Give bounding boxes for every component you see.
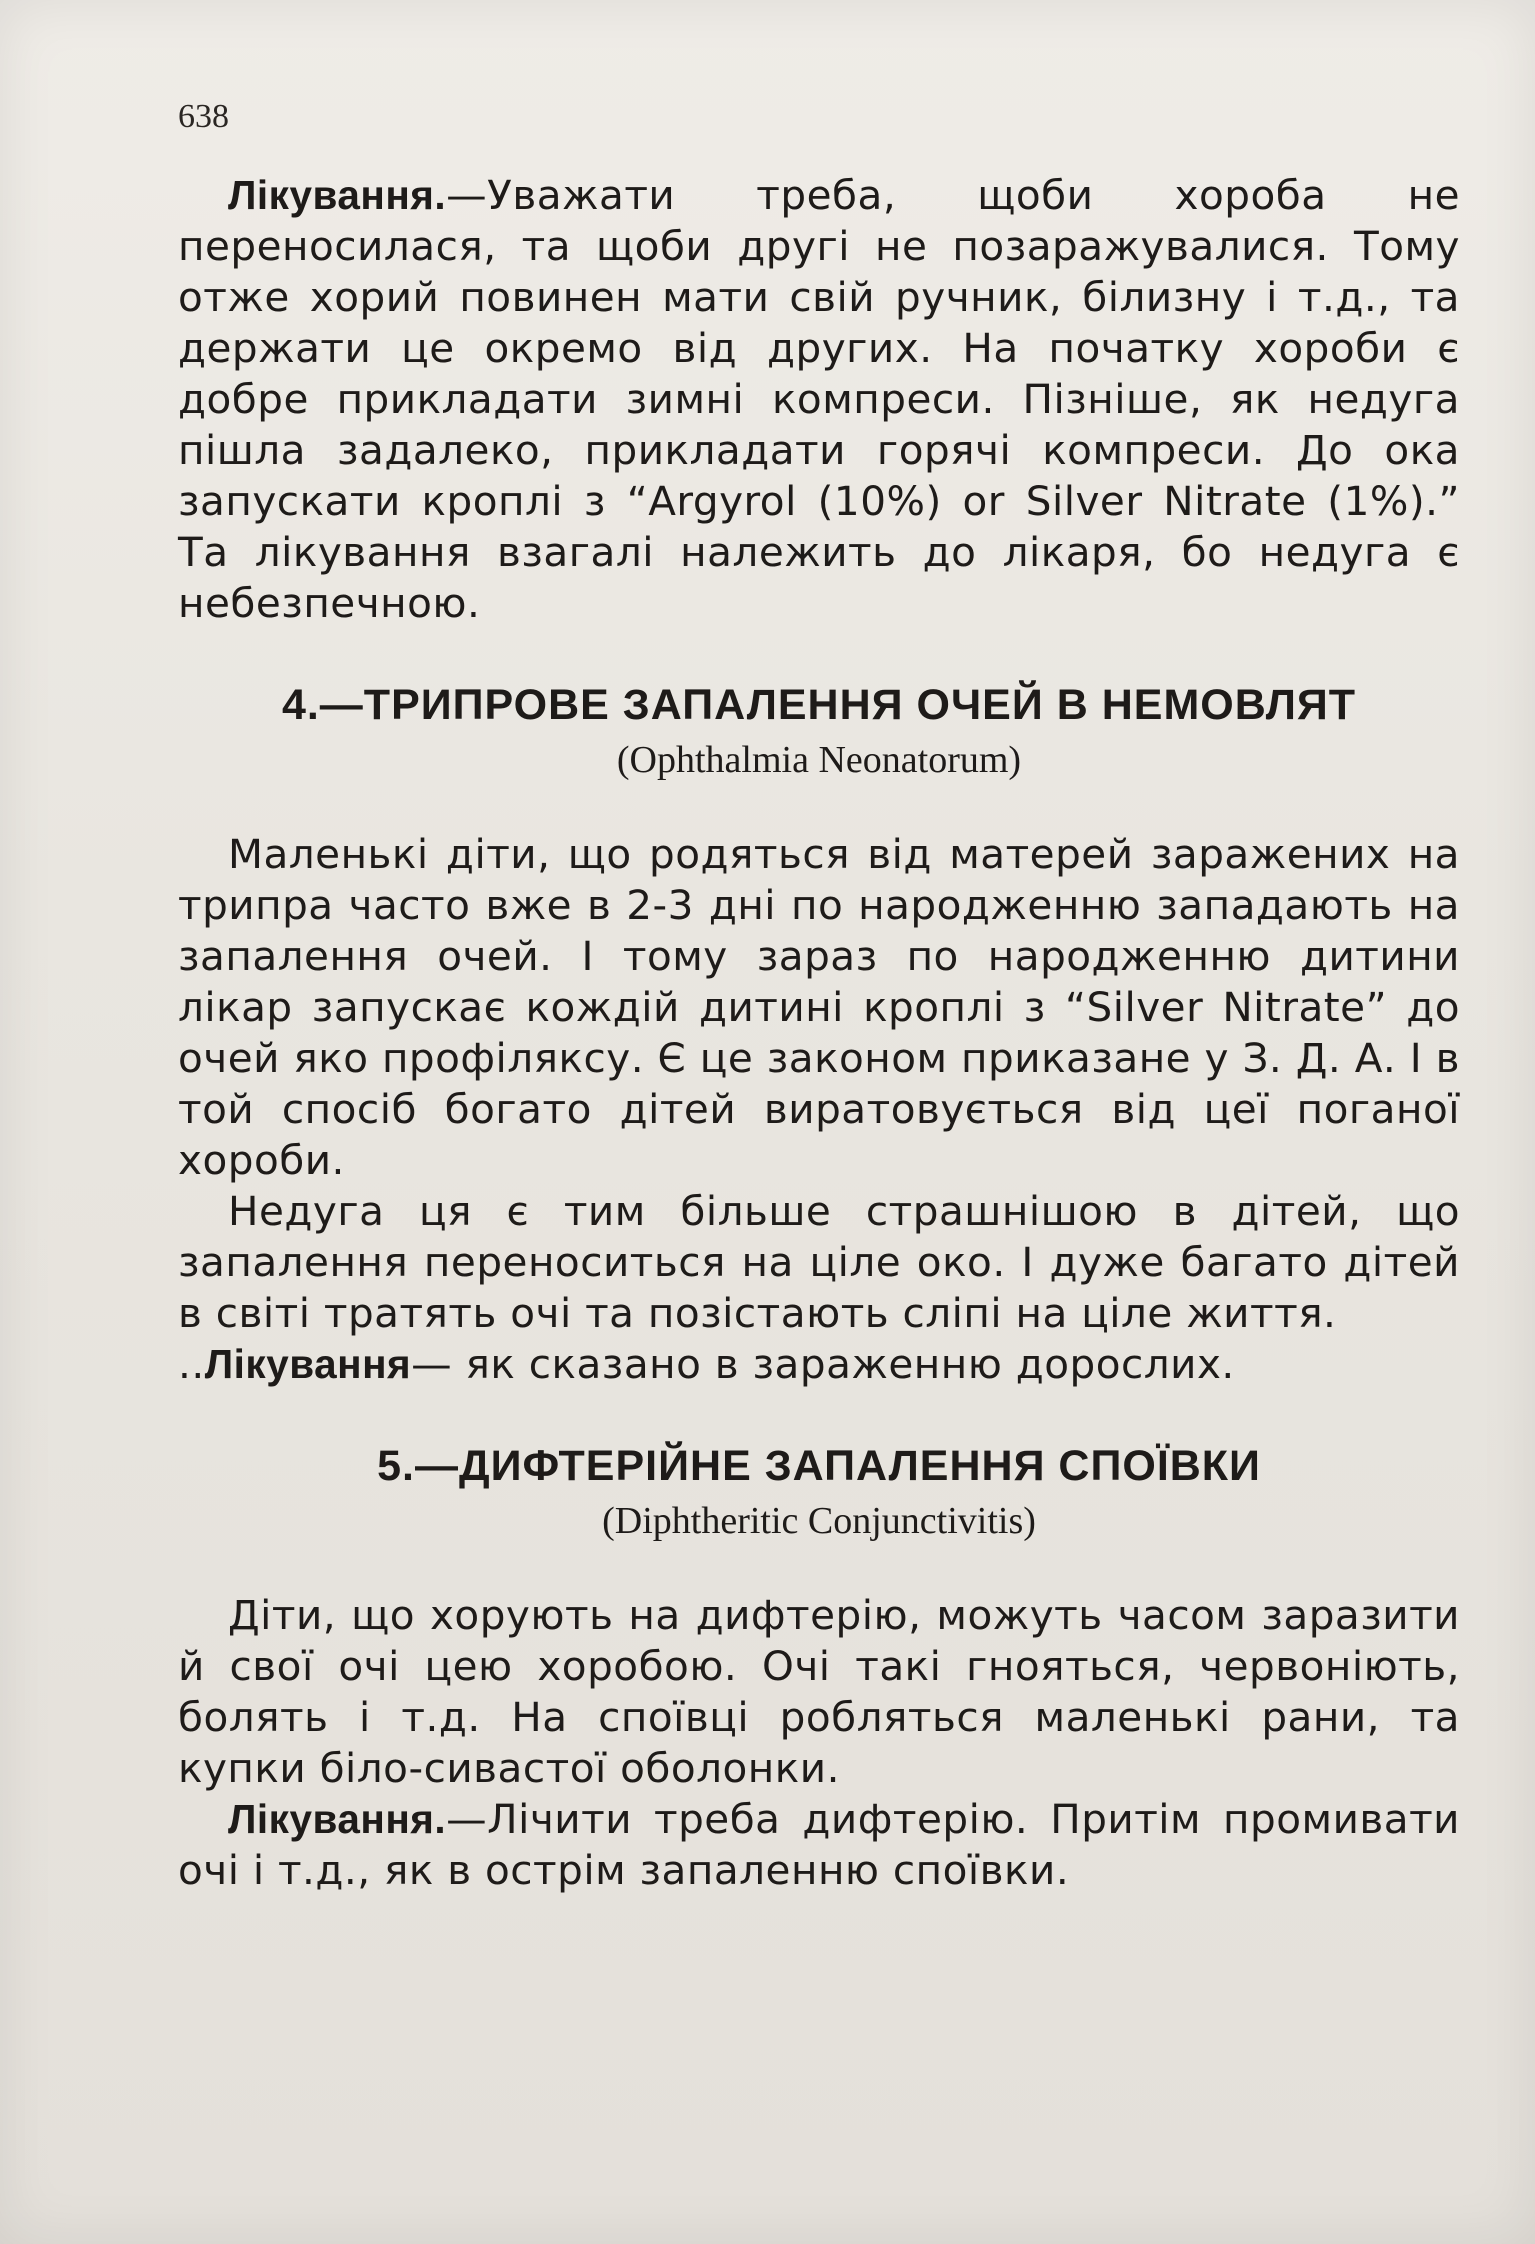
section-5-subtitle: (Diphtheritic Conjunctivitis) xyxy=(602,1500,1036,1542)
section-5-treatment xyxy=(178,1794,1460,1896)
section-4-treatment-text: — як сказано в зараженню дорослих. xyxy=(411,1340,1235,1388)
section-4 xyxy=(178,677,1460,785)
page-content xyxy=(178,170,1460,1896)
treatment-text: —Уважати треба, щоби хороба не переносилася, та щоби другі не позаражувалися. Тому отже хорий повинен мати свій ручник, білизну і т.д., та держати це окремо від других. На початку хороби є добре прикладати зимні компреси. Пізніше, як недуга пішла задалеко, прикладати горячі компреси. До ока запускати кроплі з “Argyrol (10%) or Silver Nitrate (1%).” Та лікування взагалі належить до лікаря, бо недуга є небезпечною. xyxy=(178,171,1460,627)
section-4-title: 4.—ТРИПРОВЕ ЗАПАЛЕННЯ ОЧЕЙ В НЕМОВЛЯТ xyxy=(281,681,1357,729)
section-5-treatment-lead: Лікування. xyxy=(228,1796,447,1842)
section-4-body xyxy=(178,829,1460,1390)
section-4-treatment-lead: Лікування xyxy=(204,1341,412,1387)
section-5-treatment-text: —Лічити треба дифтерію. Притім промивати очі і т.д., як в острім запаленню споївки. xyxy=(178,1795,1460,1894)
section-4-treatment-prefix: .. xyxy=(178,1340,205,1388)
page-number: 638 xyxy=(178,98,229,135)
section-5-title: 5.—ДИФТЕРІЙНЕ ЗАПАЛЕННЯ СПОЇВКИ xyxy=(377,1442,1261,1490)
section-4-treatment xyxy=(178,1339,1460,1390)
section-5-paragraph-1: Діти, що хорують на дифтерію, можуть часом заразити й свої очі цею хоробою. Очі такі гнояться, червоніють, болять і т.д. На споївці робляться маленькі рани, та купки біло-сивастої оболонки. xyxy=(178,1591,1460,1792)
section-4-paragraph-2: Недуга ця є тим більше страшнішою в дітей, що запалення переноситься на ціле око. І дуже багато дітей в світі тратять очі та позістають сліпі на ціле життя. xyxy=(178,1187,1460,1337)
section-4-paragraph-1: Маленькі діти, що родяться від матерей заражених на трипра часто вже в 2-3 дні по народженню западають на запалення очей. І тому зараз по народженню дитини лікар запускає кождій дитині кроплі з “Silver Nitrate” до очей яко профіляксу. Є це законом приказане у З. Д. А. І в той спосіб богато дітей виратовується від цеї поганої хороби. xyxy=(178,830,1460,1184)
section-5 xyxy=(178,1438,1460,1546)
section-5-body xyxy=(178,1590,1460,1896)
treatment-lead: Лікування. xyxy=(228,172,447,218)
treatment-paragraph xyxy=(178,170,1460,629)
section-4-subtitle: (Ophthalmia Neonatorum) xyxy=(616,739,1022,781)
